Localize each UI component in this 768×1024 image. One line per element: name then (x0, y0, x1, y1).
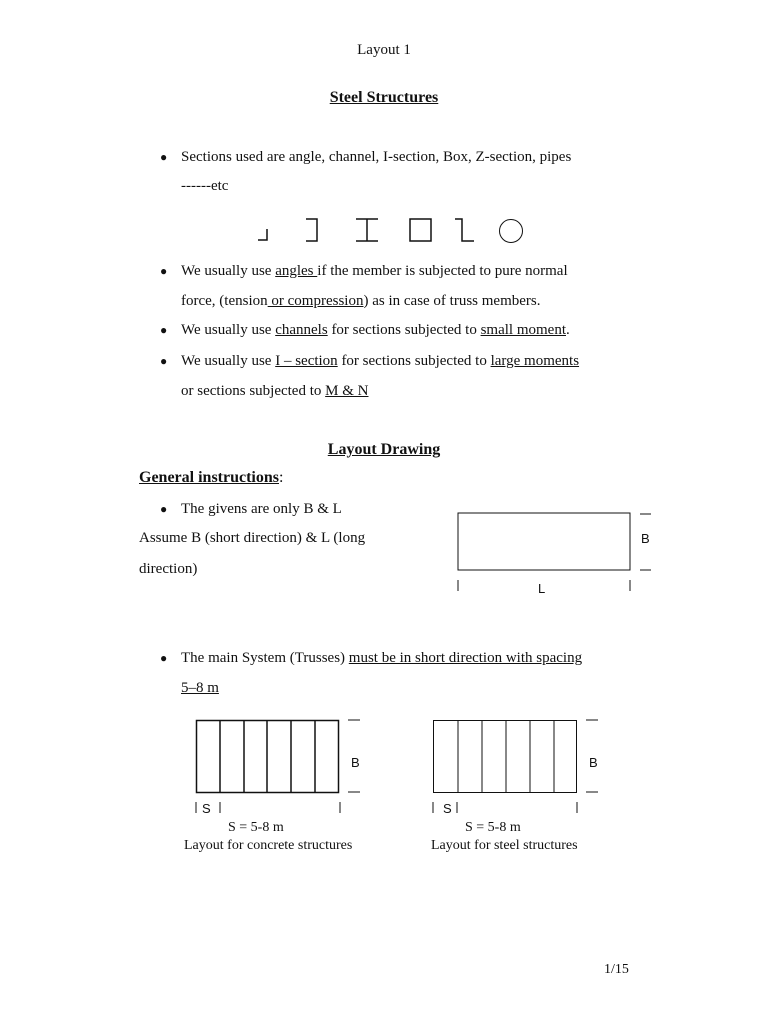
bullet1-line1: Sections used are angle, channel, I-section, Box, Z-section, pipes (181, 149, 572, 165)
underline-small-moment: small moment (480, 322, 566, 338)
dimension-l-label: L (538, 581, 546, 596)
bullet-icon: ● (160, 651, 168, 665)
pipe-section-icon (500, 220, 523, 243)
page-header: Layout 1 (357, 42, 411, 58)
steel-b-label: B (589, 755, 598, 770)
bullet1-line2: ------etc (181, 178, 229, 194)
assume-line2: direction) (139, 561, 198, 577)
bullet5-line: The givens are only B & L (181, 501, 342, 517)
layout-drawing-heading: Layout Drawing (327, 441, 441, 458)
angle-section-icon (258, 229, 267, 240)
concrete-spacing: S = 5-8 m (228, 820, 284, 835)
bullet2-line1: We usually use angles if the member is subjected to pure normal (181, 263, 568, 279)
concrete-caption: Layout for concrete structures (184, 838, 353, 853)
general-instructions: General instructions: (139, 469, 284, 486)
bullet-icon: ● (160, 323, 168, 337)
bullet-icon: ● (160, 264, 168, 278)
steel-spacing: S = 5-8 m (465, 820, 521, 835)
bullet6-line1: The main System (Trusses) must be in short direction with spacing (181, 650, 583, 666)
steel-layout-figure (425, 712, 605, 817)
underline-spacing: 5–8 m (181, 680, 219, 696)
bullet2-line2: force, (tension or compression) as in case of truss members. (181, 293, 541, 309)
bullet-icon: ● (160, 502, 168, 516)
main-heading: Steel Structures (329, 89, 439, 106)
i-section-icon (356, 219, 378, 241)
bullet3-line1: We usually use channels for sections subjected to small moment. (181, 322, 570, 338)
underline-i-section: I – section (275, 353, 338, 369)
concrete-b-label: B (351, 755, 360, 770)
bullet-icon: ● (160, 354, 168, 368)
underline-short-direction: must be in short direction with spacing (348, 650, 583, 666)
underline-large-moments: large moments (490, 353, 580, 369)
channel-section-icon (306, 219, 317, 241)
concrete-layout-figure (190, 712, 370, 817)
dimension-b-label: B (641, 531, 650, 546)
underline-angles: angles (275, 263, 318, 279)
bullet6-line2 (181, 679, 219, 697)
steel-s-label: S (443, 801, 452, 816)
bullet4-line1: We usually use I – section for sections subjected to large moments (181, 353, 580, 369)
page-number: 1/15 (604, 962, 629, 977)
underline-channels: channels (275, 322, 328, 338)
plan-rectangle-figure (440, 505, 670, 600)
steel-caption: Layout for steel structures (431, 838, 578, 853)
underline-compression: or compression (267, 293, 364, 309)
concrete-s-label: S (202, 801, 211, 816)
box-section-icon (410, 219, 431, 241)
section-shapes (250, 212, 530, 248)
underline-m-n: M & N (325, 383, 369, 399)
bullet-icon: ● (160, 150, 168, 164)
assume-line1: Assume B (short direction) & L (long (139, 530, 366, 546)
bullet4-line2: or sections subjected to M & N (181, 383, 369, 399)
z-section-icon (455, 219, 474, 241)
